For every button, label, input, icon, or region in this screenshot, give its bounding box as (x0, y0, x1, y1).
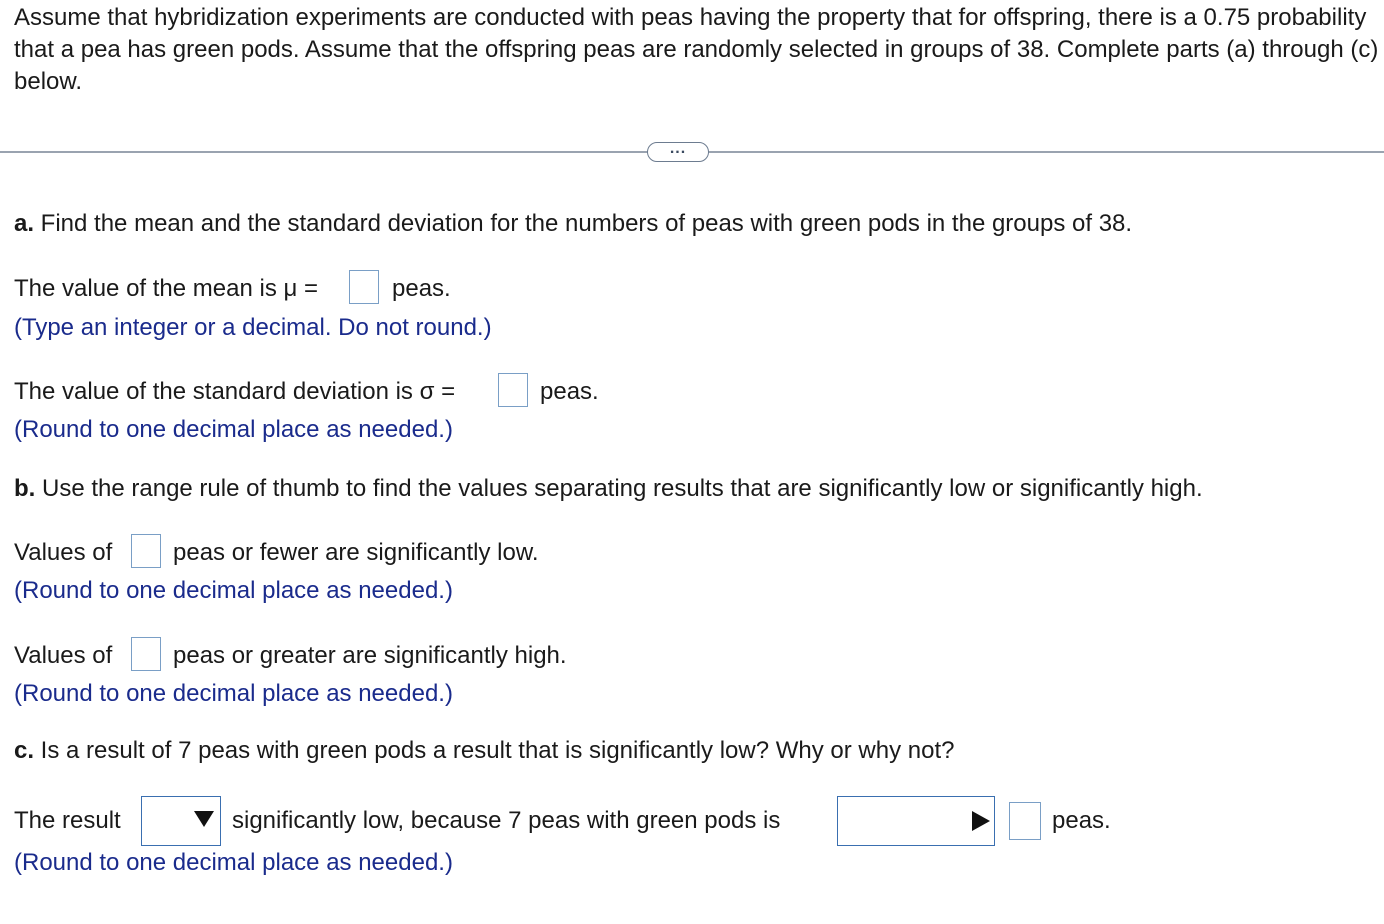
part-a-heading (14, 210, 1132, 238)
part-a-label: a. (14, 210, 35, 237)
dropdown-arrow-icon (194, 811, 214, 827)
question-text: Assume that hybridization experiments are conducted with peas having the property that for offspring, there is a 0.75 probability that a pea has green pods. Assume that the offspring peas are randomly selected in groups of 38. Complete parts (a) through (c) below. (14, 4, 1379, 95)
result-hint: (Round to one decimal place as needed.) (14, 849, 453, 876)
part-c-label: c. (14, 737, 35, 764)
part-a-text: Find the mean and the standard deviation for the numbers of peas with green pods in the groups of 38. (34, 210, 1133, 237)
more-button[interactable]: ... (647, 142, 709, 162)
mean-prefix: The value of the mean is μ = (14, 275, 318, 302)
comparison-dropdown[interactable] (837, 796, 995, 846)
sd-suffix: peas. (540, 378, 599, 405)
high-suffix: peas or greater are significantly high. (173, 642, 567, 669)
high-prefix: Values of (14, 642, 113, 669)
high-input[interactable] (131, 637, 161, 671)
sd-prefix: The value of the standard deviation is σ = (14, 378, 456, 405)
part-c-text: Is a result of 7 peas with green pods a result that is significantly low? Why or why not? (34, 737, 955, 764)
mean-input[interactable] (349, 270, 379, 304)
low-suffix: peas or fewer are significantly low. (173, 539, 539, 566)
result-value-input[interactable] (1009, 802, 1041, 840)
high-hint: (Round to one decimal place as needed.) (14, 680, 453, 707)
part-b-heading (14, 475, 1203, 503)
part-c-heading (14, 737, 954, 765)
dropdown-arrow-icon (972, 811, 990, 831)
sd-input[interactable] (498, 373, 528, 407)
mean-suffix: peas. (392, 275, 451, 302)
low-input[interactable] (131, 534, 161, 568)
is-is-not-dropdown[interactable] (141, 796, 221, 846)
part-b-text: Use the range rule of thumb to find the values separating results that are significantly low or significantly high. (35, 475, 1203, 502)
low-prefix: Values of (14, 539, 113, 566)
result-middle: significantly low, because 7 peas with green pods is (232, 807, 781, 834)
part-b-label: b. (14, 475, 36, 502)
sd-hint: (Round to one decimal place as needed.) (14, 416, 453, 443)
result-prefix: The result (14, 807, 121, 834)
result-suffix: peas. (1052, 807, 1111, 834)
mean-hint: (Type an integer or a decimal. Do not round.) (14, 314, 492, 341)
low-hint: (Round to one decimal place as needed.) (14, 577, 453, 604)
